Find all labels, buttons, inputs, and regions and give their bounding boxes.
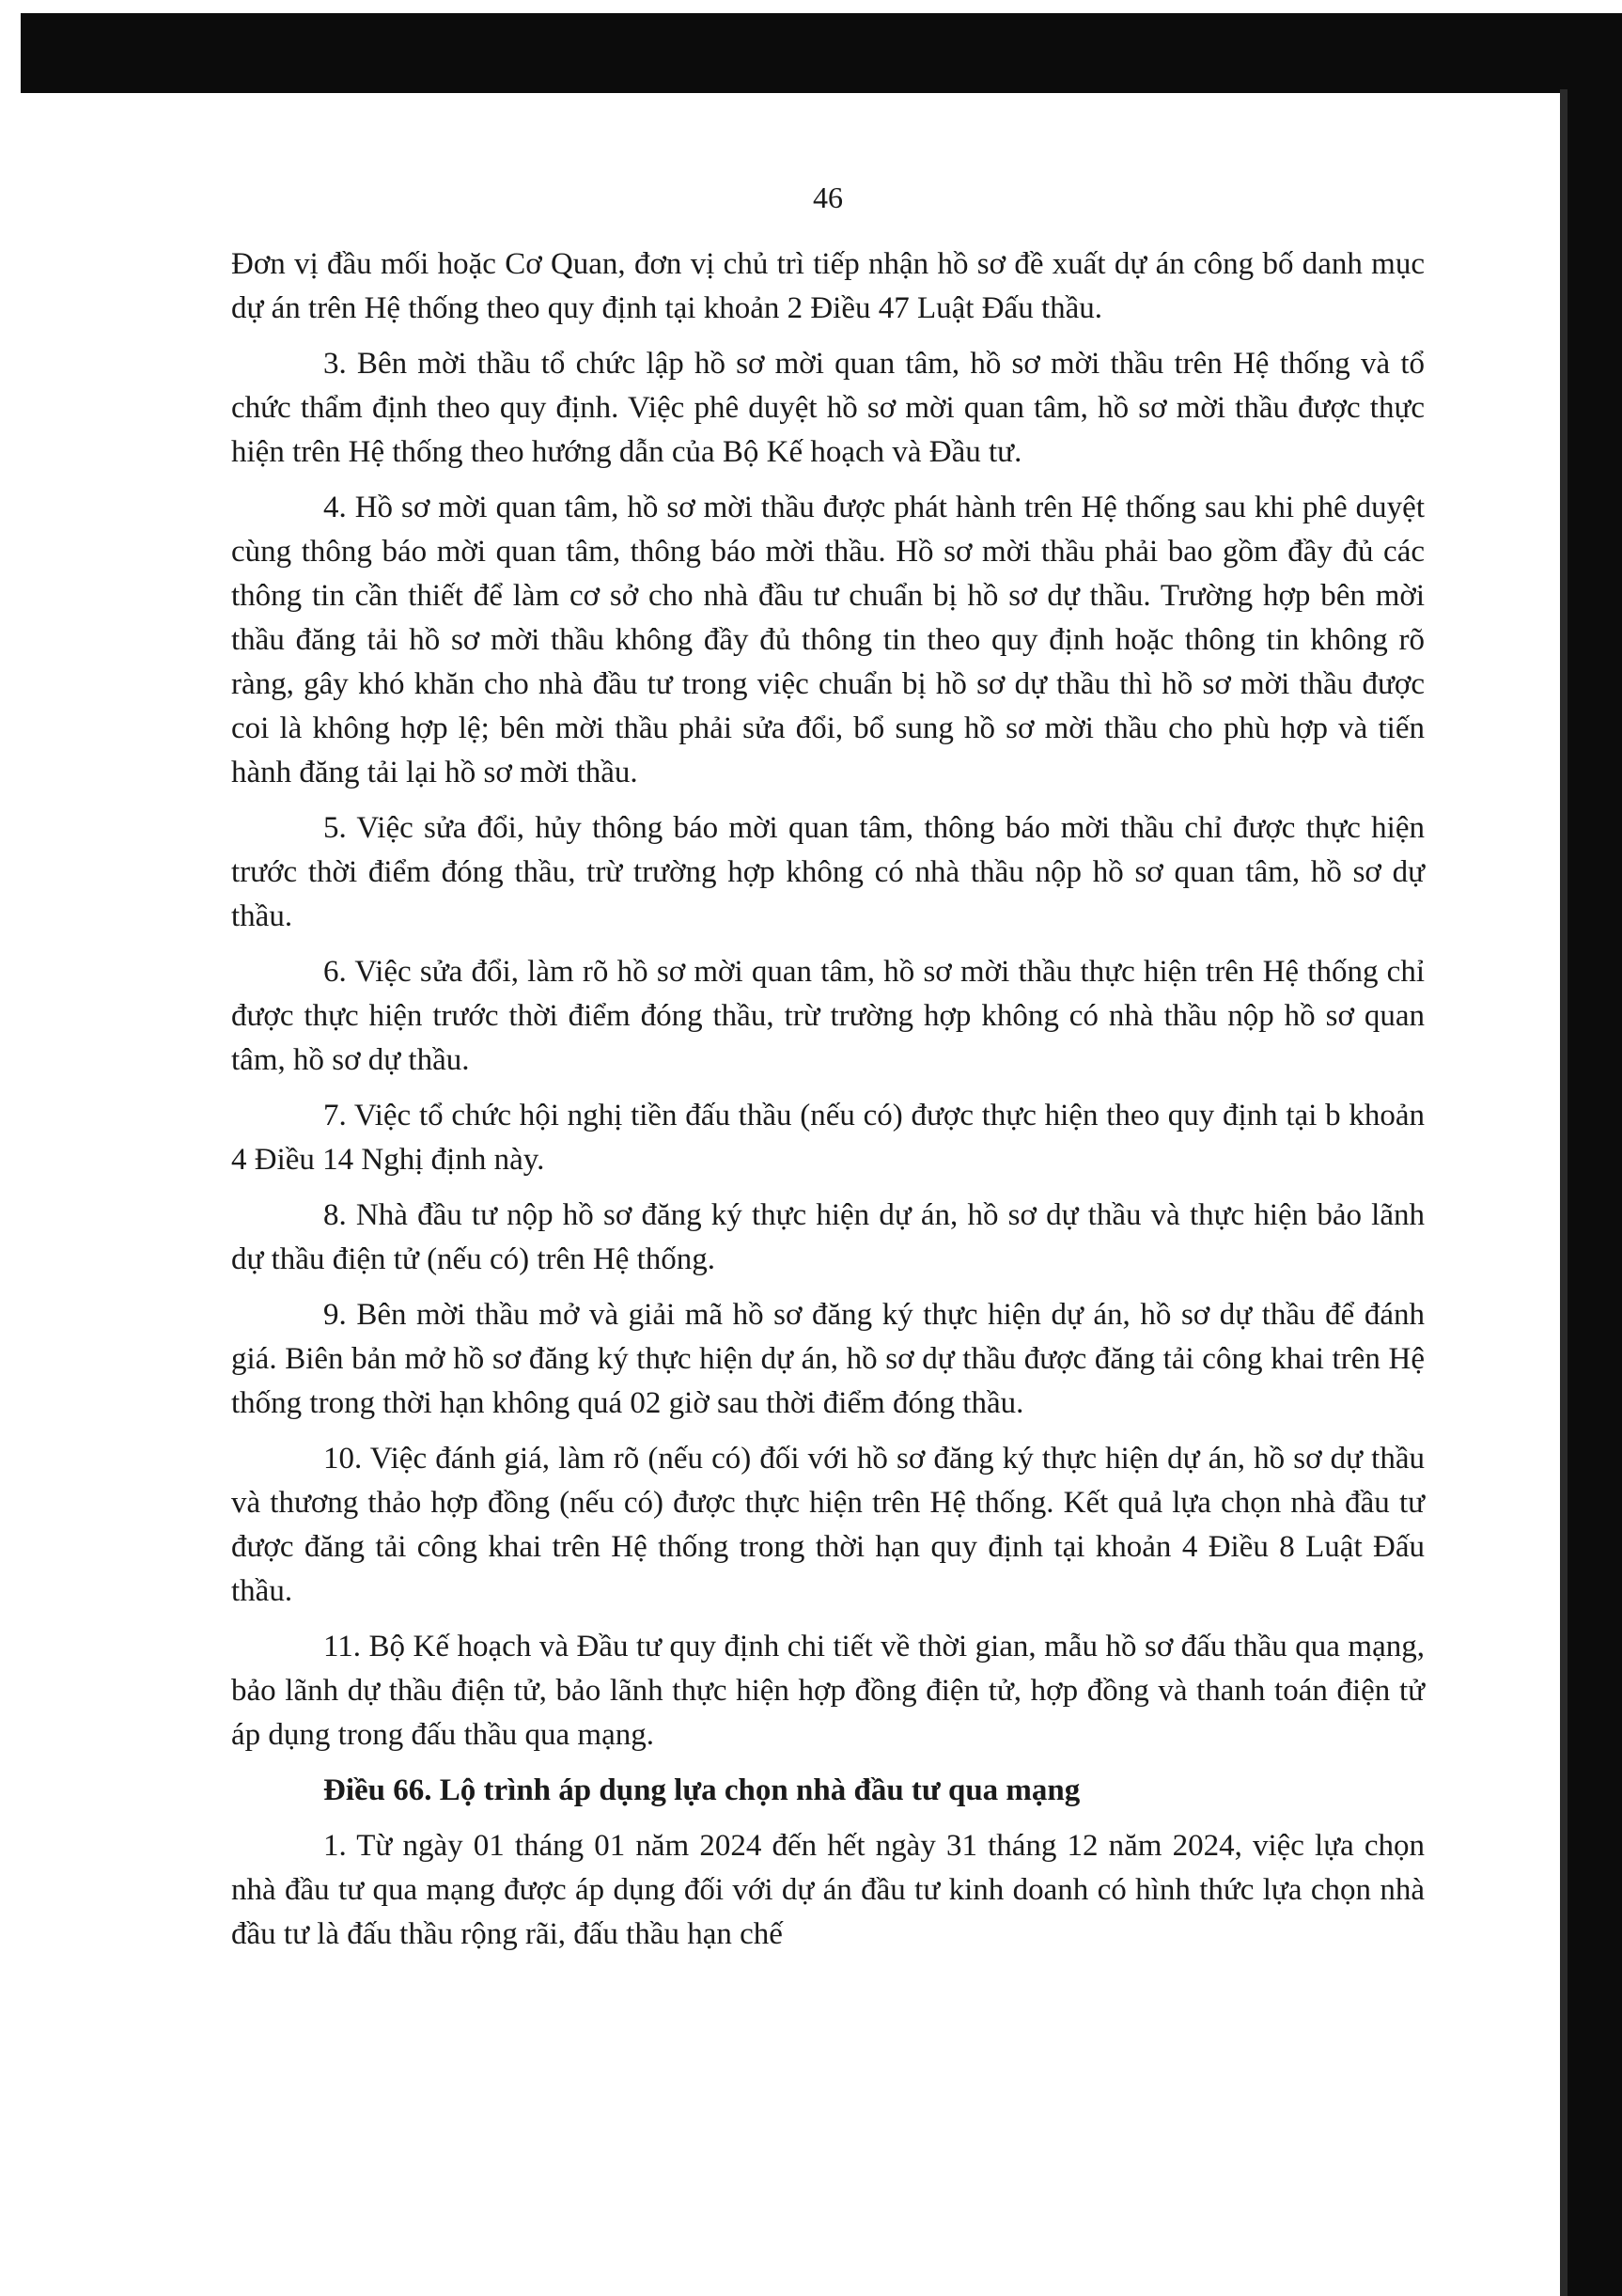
paragraph-item-7: 7. Việc tổ chức hội nghị tiền đấu thầu (nếu có) được thực hiện theo quy định tại b khoản 4 Điều 14 Nghị định này. (231, 1099, 1425, 1177)
paragraph-item-4: 4. Hồ sơ mời quan tâm, hồ sơ mời thầu được phát hành trên Hệ thống sau khi phê duyệt cùng thông báo mời quan tâm, thông báo mời thầu. Hồ sơ mời thầu phải bao gồm đầy đủ các thông tin cần thiết để làm cơ sở cho nhà đầu tư chuẩn bị hồ sơ dự thầu. Trường hợp bên mời thầu đăng tải hồ sơ mời thầu không đầy đủ thông tin theo quy định hoặc thông tin không rõ ràng, gây khó khăn cho nhà đầu tư trong việc chuẩn bị hồ sơ dự thầu thì hồ sơ mời thầu được coi là không hợp lệ; bên mời thầu phải sửa đổi, bổ sung hồ sơ mời thầu cho phù hợp và tiến hành đăng tải lại hồ sơ mời thầu. (231, 491, 1425, 789)
paragraph-item-11: 11. Bộ Kế hoạch và Đầu tư quy định chi tiết về thời gian, mẫu hồ sơ đấu thầu qua mạng, bảo lãnh dự thầu điện tử, bảo lãnh thực hiện hợp đồng điện tử, hợp đồng và thanh toán điện tử áp dụng trong đấu thầu qua mạng. (231, 1630, 1425, 1752)
paragraph-item-5: 5. Việc sửa đổi, hủy thông báo mời quan tâm, thông báo mời thầu chỉ được thực hiện trước thời điểm đóng thầu, trừ trường hợp không có nhà thầu nộp hồ sơ quan tâm, hồ sơ dự thầu. (231, 811, 1425, 933)
article-heading: Điều 66. Lộ trình áp dụng lựa chọn nhà đầu tư qua mạng (323, 1773, 1081, 1807)
paragraph-item-10: 10. Việc đánh giá, làm rõ (nếu có) đối với hồ sơ đăng ký thực hiện dự án, hồ sơ dự thầu và thương thảo hợp đồng (nếu có) được thực hiện trên Hệ thống. Kết quả lựa chọn nhà đầu tư được đăng tải công khai trên Hệ thống trong thời hạn quy định tại khoản 4 Điều 8 Luật Đấu thầu. (231, 1442, 1425, 1608)
paragraph-continuation: Đơn vị đầu mối hoặc Cơ Quan, đơn vị chủ trì tiếp nhận hồ sơ đề xuất dự án công bố danh mục dự án trên Hệ thống theo quy định tại khoản 2 Điều 47 Luật Đấu thầu. (231, 247, 1425, 325)
scan-border-right-shadow (1560, 89, 1567, 2296)
document-page (231, 179, 1425, 1968)
paragraph-article-66-item-1: 1. Từ ngày 01 tháng 01 năm 2024 đến hết ngày 31 tháng 12 năm 2024, việc lựa chọn nhà đầu tư qua mạng được áp dụng đối với dự án đầu tư kinh doanh có hình thức lựa chọn nhà đầu tư là đấu thầu rộng rãi, đấu thầu hạn chế (231, 1829, 1425, 1951)
paragraph-item-6: 6. Việc sửa đổi, làm rõ hồ sơ mời quan tâm, hồ sơ mời thầu thực hiện trên Hệ thống chỉ được thực hiện trước thời điểm đóng thầu, trừ trường hợp không có nhà thầu nộp hồ sơ quan tâm, hồ sơ dự thầu. (231, 955, 1425, 1077)
paragraph-item-3: 3. Bên mời thầu tổ chức lập hồ sơ mời quan tâm, hồ sơ mời thầu trên Hệ thống và tổ chức thẩm định theo quy định. Việc phê duyệt hồ sơ mời quan tâm, hồ sơ mời thầu được thực hiện trên Hệ thống theo hướng dẫn của Bộ Kế hoạch và Đầu tư. (231, 347, 1425, 469)
paragraph-item-8: 8. Nhà đầu tư nộp hồ sơ đăng ký thực hiện dự án, hồ sơ dự thầu và thực hiện bảo lãnh dự thầu điện tử (nếu có) trên Hệ thống. (231, 1198, 1425, 1276)
page-number: 46 (813, 180, 843, 214)
scan-border-right (1567, 13, 1622, 2296)
paragraph-item-9: 9. Bên mời thầu mở và giải mã hồ sơ đăng ký thực hiện dự án, hồ sơ dự thầu để đánh giá. Biên bản mở hồ sơ đăng ký thực hiện dự án, hồ sơ dự thầu được đăng tải công khai trên Hệ thống trong thời hạn không quá 02 giờ sau thời điểm đóng thầu. (231, 1298, 1425, 1420)
scan-border-top (21, 13, 1622, 93)
